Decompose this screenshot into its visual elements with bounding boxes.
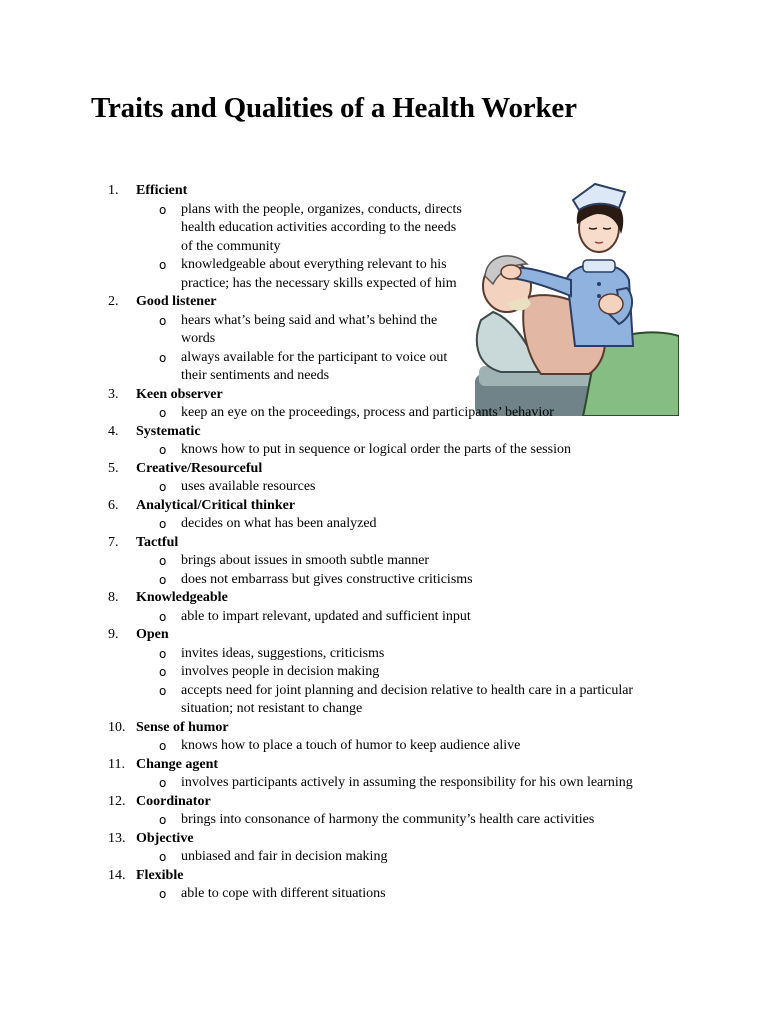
trait-detail: o accepts need for joint planning and decision relative to health care in a particular situation; not resistant to change xyxy=(159,682,634,716)
bullet-icon: o xyxy=(159,313,167,328)
trait-detail: o brings about issues in smooth subtle manner xyxy=(0,552,768,571)
trait-name: Systematic xyxy=(136,423,201,439)
trait-detail: o does not embarrass but gives constructive criticisms xyxy=(0,571,768,590)
bullet-icon: o xyxy=(159,609,167,624)
trait-name: Tactful xyxy=(136,534,179,550)
trait-item xyxy=(0,793,768,830)
trait-name: Change agent xyxy=(136,756,219,772)
bullet-icon: o xyxy=(159,572,167,587)
trait-detail: o always available for the participant to voice out their sentiments and needs xyxy=(159,349,448,383)
trait-item xyxy=(0,182,768,293)
trait-detail: o uses available resources xyxy=(0,478,768,497)
trait-name: Efficient xyxy=(136,183,188,198)
trait-item xyxy=(0,756,768,793)
trait-name: Good listener xyxy=(136,294,217,309)
bullet-icon: o xyxy=(159,850,167,864)
trait-number: 1. xyxy=(108,183,119,198)
trait-detail: o knows how to put in sequence or logical order the parts of the session xyxy=(0,441,768,460)
trait-detail: o brings into consonance of harmony the community’s health care activities xyxy=(0,811,768,830)
bullet-icon: o xyxy=(159,887,167,901)
bullet-icon: o xyxy=(159,258,167,272)
bullet-icon: o xyxy=(159,683,167,698)
trait-item xyxy=(0,867,768,904)
trait-number: 7. xyxy=(108,534,119,550)
bullet-icon: o xyxy=(159,406,167,420)
page-title: Traits and Qualities of a Health Worker xyxy=(91,92,577,124)
trait-name: Analytical/Critical thinker xyxy=(136,497,296,513)
trait-number: 11. xyxy=(108,756,125,772)
trait-detail: o involves people in decision making xyxy=(0,663,768,682)
bullet-icon: o xyxy=(159,646,167,661)
trait-number: 4. xyxy=(108,423,119,439)
trait-item xyxy=(0,719,768,756)
trait-name: Knowledgeable xyxy=(136,590,228,605)
trait-item xyxy=(0,423,768,460)
trait-name: Open xyxy=(136,627,169,642)
trait-item xyxy=(0,460,768,497)
trait-number: 10. xyxy=(108,719,126,735)
trait-number: 9. xyxy=(108,627,119,642)
bullet-icon: o xyxy=(159,739,167,753)
trait-item xyxy=(0,386,768,423)
trait-number: 14. xyxy=(108,867,126,883)
trait-item xyxy=(0,626,768,719)
trait-detail: o knows how to place a touch of humor to keep audience alive xyxy=(0,737,768,756)
trait-number: 13. xyxy=(108,830,126,846)
trait-item xyxy=(0,497,768,534)
trait-item xyxy=(0,830,768,867)
bullet-icon: o xyxy=(159,517,167,531)
trait-detail: o keep an eye on the proceedings, process and participants’ behavior xyxy=(0,404,768,423)
bullet-icon: o xyxy=(159,776,167,790)
trait-name: Objective xyxy=(136,830,194,846)
bullet-icon: o xyxy=(159,202,167,217)
trait-number: 2. xyxy=(108,294,119,309)
trait-detail: o plans with the people, organizes, conducts, directs health education activities according to the needs of the community xyxy=(159,201,462,254)
trait-detail: o invites ideas, suggestions, criticisms xyxy=(0,645,768,664)
trait-name: Sense of humor xyxy=(136,719,229,735)
bullet-icon: o xyxy=(159,350,167,365)
trait-detail: o decides on what has been analyzed xyxy=(0,515,768,534)
trait-name: Coordinator xyxy=(136,793,211,809)
trait-item xyxy=(0,293,768,386)
trait-name: Flexible xyxy=(136,867,184,883)
trait-detail: o unbiased and fair in decision making xyxy=(0,848,768,867)
trait-number: 12. xyxy=(108,793,126,809)
bullet-icon: o xyxy=(159,480,167,494)
trait-detail: o able to impart relevant, updated and sufficient input xyxy=(0,608,768,627)
bullet-icon: o xyxy=(159,554,167,568)
trait-item xyxy=(0,534,768,590)
trait-detail: o knowledgeable about everything relevant to his practice; has the necessary skills expected of him xyxy=(159,257,457,291)
trait-item xyxy=(0,589,768,626)
trait-detail: o able to cope with different situations xyxy=(0,885,768,904)
trait-number: 3. xyxy=(108,386,119,402)
bullet-icon: o xyxy=(159,813,167,827)
trait-number: 8. xyxy=(108,590,119,605)
bullet-icon: o xyxy=(159,443,167,457)
trait-detail: o involves participants actively in assuming the responsibility for his own learning xyxy=(0,774,768,793)
trait-number: 5. xyxy=(108,460,119,476)
trait-number: 6. xyxy=(108,497,119,513)
trait-name: Creative/Resourceful xyxy=(136,460,263,476)
trait-detail: o hears what’s being said and what’s behind the words xyxy=(159,312,438,346)
bullet-icon: o xyxy=(159,665,167,679)
traits-list xyxy=(0,182,768,904)
trait-name: Keen observer xyxy=(136,386,223,402)
